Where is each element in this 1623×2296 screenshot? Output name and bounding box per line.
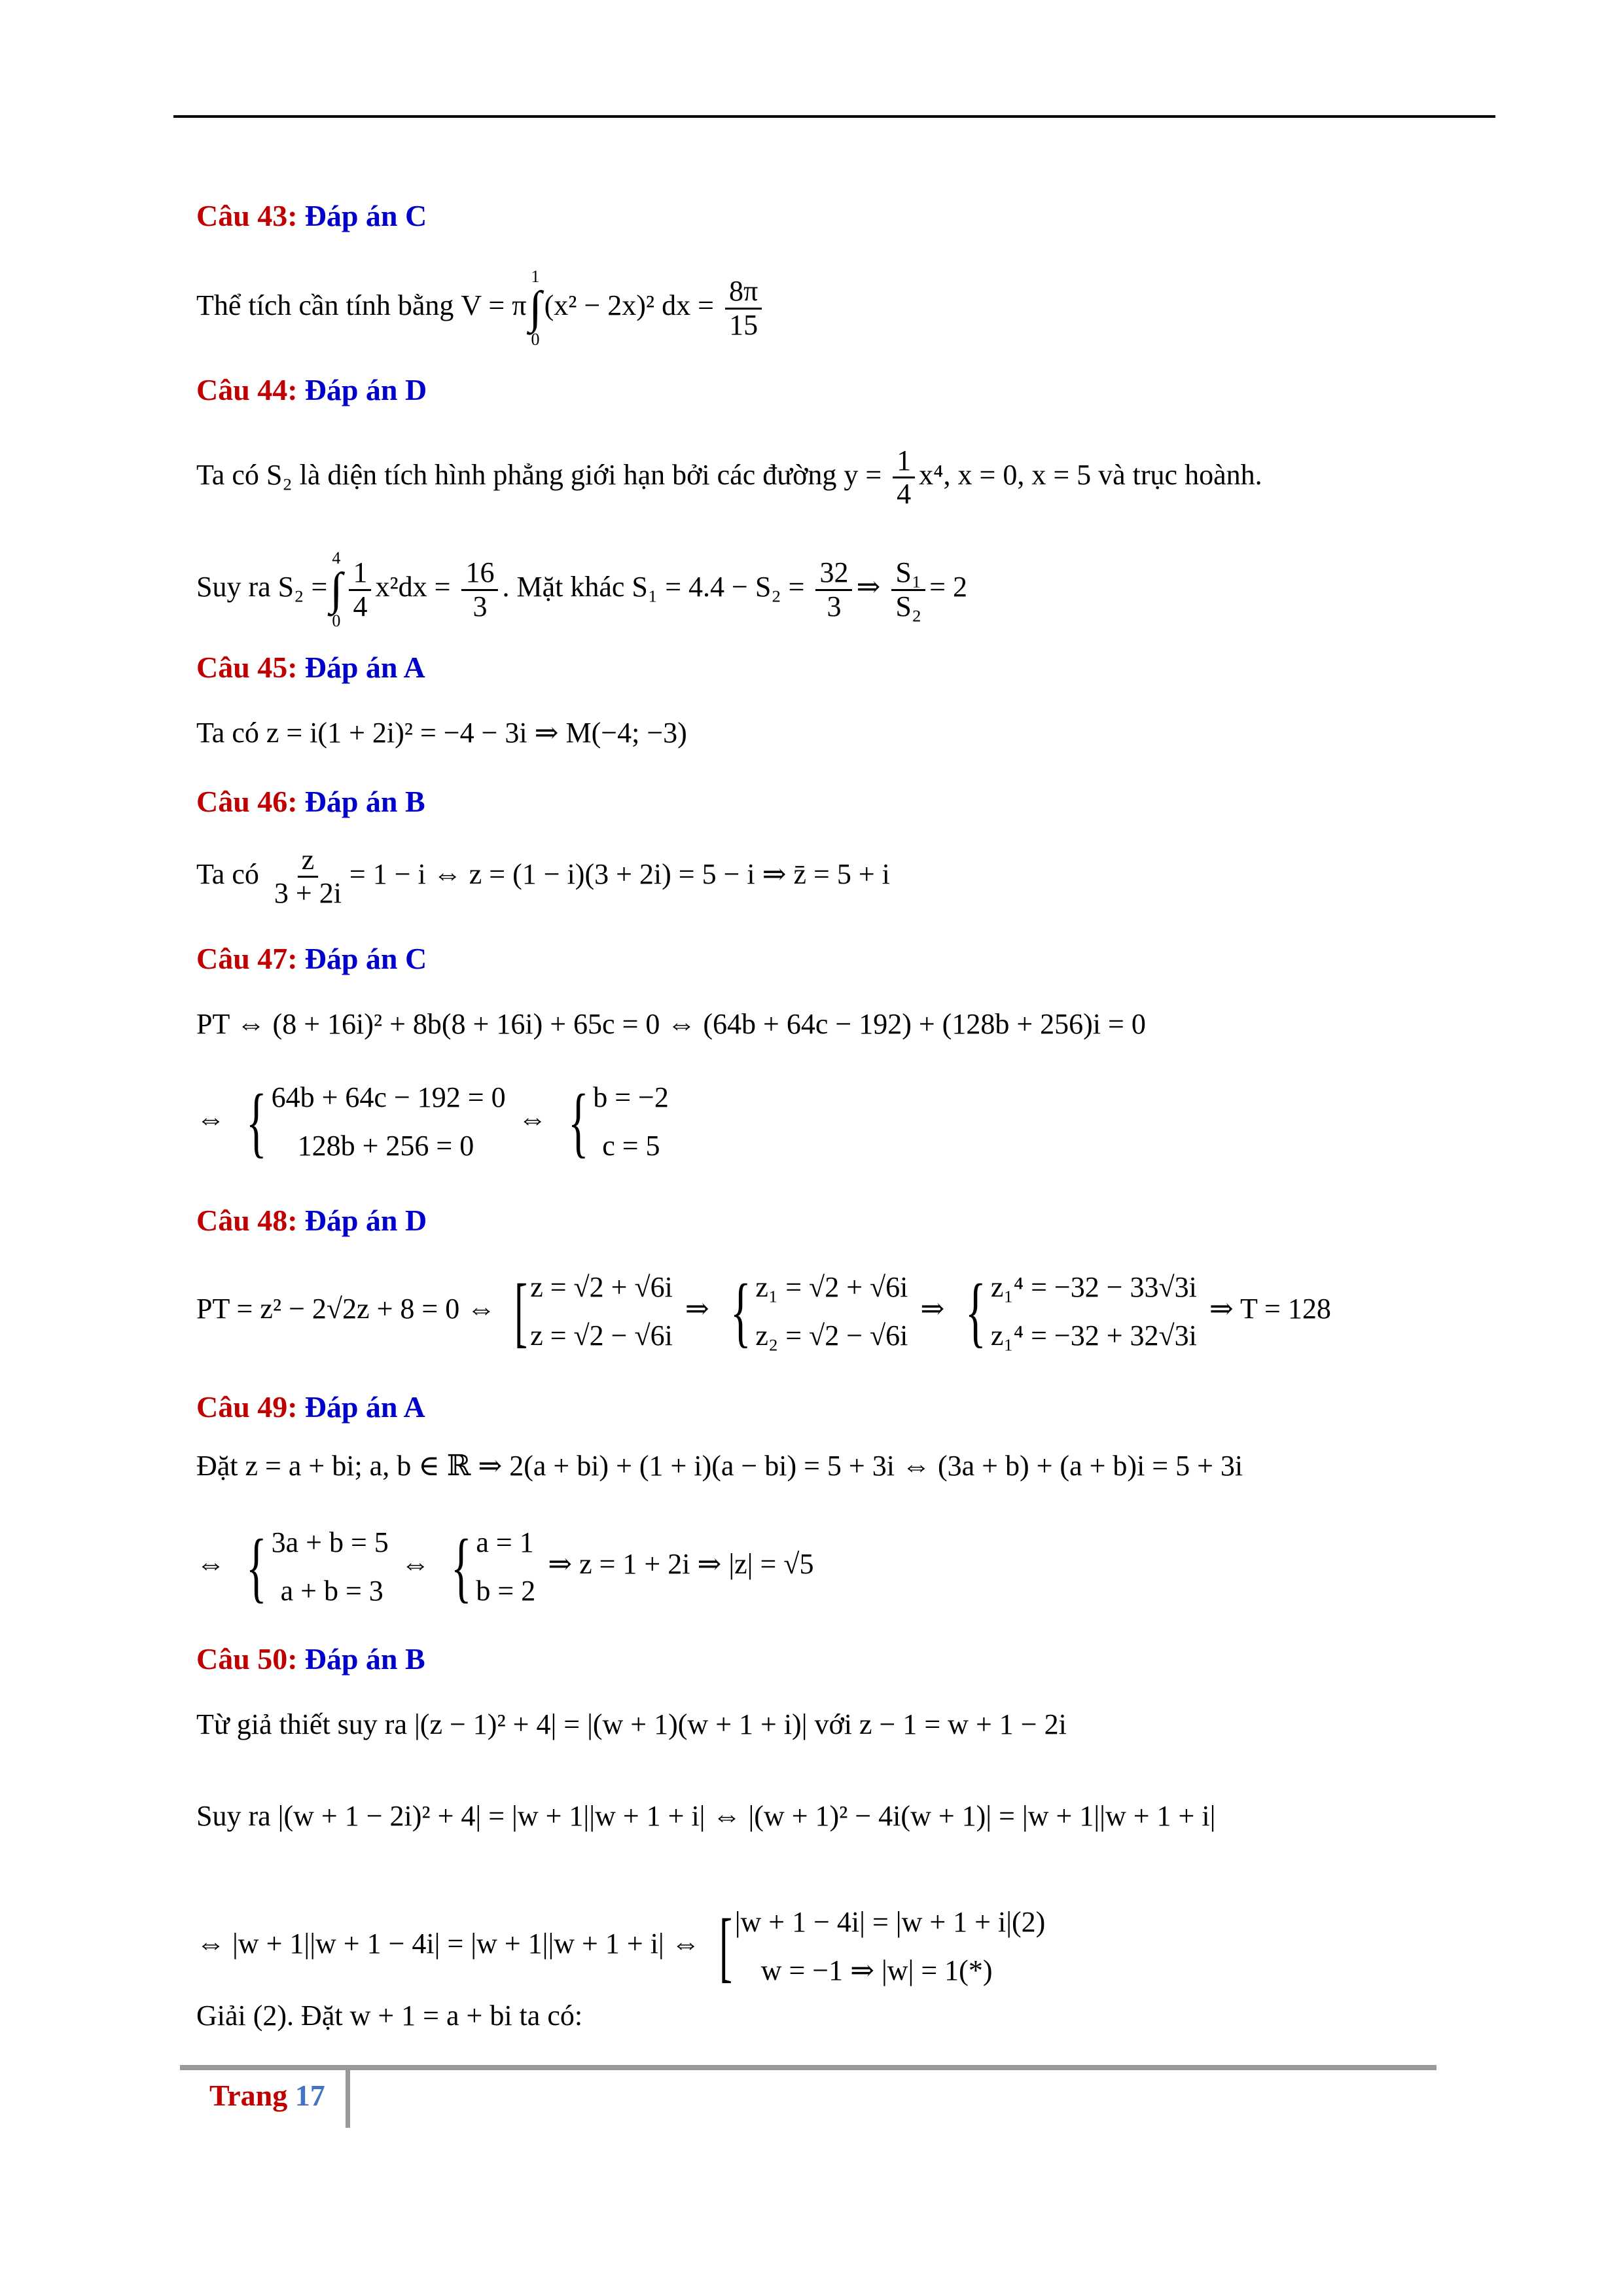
q45-heading bbox=[196, 648, 425, 688]
q44-line1: Ta có S₂ là diện tích hình phẳng giới hạn bởi các đường y = $\frac{1}{4}$ x⁴, x = 0, x = 5 và trục hoành. bbox=[196, 444, 1262, 511]
question-number: Câu 43: bbox=[196, 199, 298, 232]
q43-heading bbox=[196, 196, 427, 236]
answer-label: Đáp án D bbox=[304, 1204, 427, 1237]
question-number: Câu 48: bbox=[196, 1204, 298, 1237]
fraction: $\frac{z}{3 + 2i}$ bbox=[274, 844, 342, 910]
q49-systems: ⇔ { 3a + b = 5 a + b = 3 ⇔ { a = 1 b = 2 ⇒ z = 1 + 2i ⇒ |z| = √5 bbox=[196, 1518, 813, 1615]
q43-body: Thể tích cần tính bằng V = π 1 ∫ 0 (x² − 2x)² dx = $\frac{8\pi}{15}$ bbox=[196, 268, 766, 348]
q44-line2: Suy ra S₂ = 4 ∫ 0 $\frac{1}{4}$ x²dx = $\frac{16}{3}$ . Mặt khác S₁ = 4.4 − S₂ = $\frac{32}{3}$ ⇒ $\frac{\text{S₁}}{\text{S₂}}$ = 2 bbox=[196, 548, 967, 630]
q47-systems: ⇔ { 64b + 64c − 192 = 0 128b + 256 = 0 ⇔ { b = −2 c = 5 bbox=[196, 1073, 674, 1170]
fraction: $\frac{32}{3}$ bbox=[815, 557, 852, 622]
equation-set: [ |w + 1 − 4i| = |w + 1 + i|(2) w = −1 ⇒ |w| = 1(*) bbox=[719, 1903, 1046, 1990]
equation-system: { b = −2 c = 5 bbox=[567, 1078, 669, 1165]
fraction: $\frac{\text{S₁}}{\text{S₂}}$ bbox=[891, 557, 925, 622]
q46-body: Ta có $\frac{z}{3 + 2i}$ = 1 − i ⇔ z = (1 − i)(3 + 2i) = 5 − i ⇒ z̄ = 5 + i bbox=[196, 844, 890, 910]
equation-system: { 3a + b = 5 a + b = 3 bbox=[245, 1523, 389, 1610]
q48-heading bbox=[196, 1201, 427, 1241]
fraction: $\frac{1}{4}$ bbox=[349, 557, 371, 622]
footer-divider bbox=[346, 2070, 350, 2128]
q50-line1: Từ giả thiết suy ra |(z − 1)² + 4| = |(w + 1)(w + 1 + i)| với z − 1 = w + 1 − 2i bbox=[196, 1708, 1067, 1740]
equation-system: { z₁ = √2 + √6i z₂ = √2 − √6i bbox=[730, 1268, 908, 1355]
answer-label: Đáp án C bbox=[304, 942, 427, 975]
q48-body: PT = z² − 2√2z + 8 = 0 ⇔ [ z = √2 + √6i z = √2 − √6i ⇒ { z₁ = √2 + √6i z₂ = √2 − √6i ⇒ { z₁⁴ = −32 − 33√3i z₁⁴ = −32 + 32√3i ⇒ T = 128 bbox=[196, 1263, 1331, 1360]
q47-heading bbox=[196, 939, 427, 979]
question-number: Câu 47: bbox=[196, 942, 298, 975]
question-number: Câu 44: bbox=[196, 373, 298, 406]
integral-sign: 1 ∫ 0 bbox=[529, 267, 542, 349]
integral-sign: 4 ∫ 0 bbox=[330, 548, 343, 630]
q49-line1: Đặt z = a + bi; a, b ∈ ℝ ⇒ 2(a + bi) + (1 + i)(a − bi) = 5 + 3i ⇔ (3a + b) + (a + b)i = 5 + 3i bbox=[196, 1450, 1243, 1482]
q46-heading bbox=[196, 782, 425, 822]
answer-label: Đáp án D bbox=[304, 373, 427, 406]
question-number: Câu 50: bbox=[196, 1642, 298, 1676]
equation-system: { 64b + 64c − 192 = 0 128b + 256 = 0 bbox=[245, 1078, 506, 1165]
question-number: Câu 45: bbox=[196, 651, 298, 684]
q45-body: Ta có z = i(1 + 2i)² = −4 − 3i ⇒ M(−4; −3) bbox=[196, 717, 687, 749]
q50-heading bbox=[196, 1640, 425, 1679]
answer-label: Đáp án A bbox=[304, 1390, 425, 1424]
answer-label: Đáp án A bbox=[304, 651, 425, 684]
fraction: $\frac{8\pi}{15}$ bbox=[725, 276, 762, 341]
fraction: $\frac{1}{4}$ bbox=[893, 445, 915, 511]
q50-line4: Giải (2). Đặt w + 1 = a + bi ta có: bbox=[196, 2000, 583, 2032]
question-number: Câu 49: bbox=[196, 1390, 298, 1424]
answer-label: Đáp án C bbox=[304, 199, 427, 232]
footer-rule bbox=[180, 2065, 1436, 2070]
question-number: Câu 46: bbox=[196, 785, 298, 818]
equation-system: { a = 1 b = 2 bbox=[450, 1523, 536, 1610]
equation-system: { z₁⁴ = −32 − 33√3i z₁⁴ = −32 + 32√3i bbox=[965, 1268, 1197, 1355]
q50-line3: ⇔ |w + 1||w + 1 − 4i| = |w + 1||w + 1 + i| ⇔ [ |w + 1 − 4i| = |w + 1 + i|(2) w = −1 ⇒ |w| = 1(*) bbox=[196, 1898, 1050, 1995]
answer-label: Đáp án B bbox=[304, 785, 425, 818]
q44-heading bbox=[196, 370, 427, 410]
equation-set: [ z = √2 + √6i z = √2 − √6i bbox=[514, 1268, 673, 1355]
q50-line2: Suy ra |(w + 1 − 2i)² + 4| = |w + 1||w + 1 + i| ⇔ |(w + 1)² − 4i(w + 1)| = |w + 1||w + 1 + i| bbox=[196, 1800, 1216, 1832]
fraction: $\frac{16}{3}$ bbox=[461, 557, 498, 622]
q47-line1: PT ⇔ (8 + 16i)² + 8b(8 + 16i) + 65c = 0 ⇔ (64b + 64c − 192) + (128b + 256)i = 0 bbox=[196, 1008, 1146, 1040]
answer-label: Đáp án B bbox=[304, 1642, 425, 1676]
page-number: Trang 17 bbox=[209, 2079, 325, 2112]
q49-heading bbox=[196, 1388, 425, 1427]
header-rule bbox=[173, 115, 1495, 118]
